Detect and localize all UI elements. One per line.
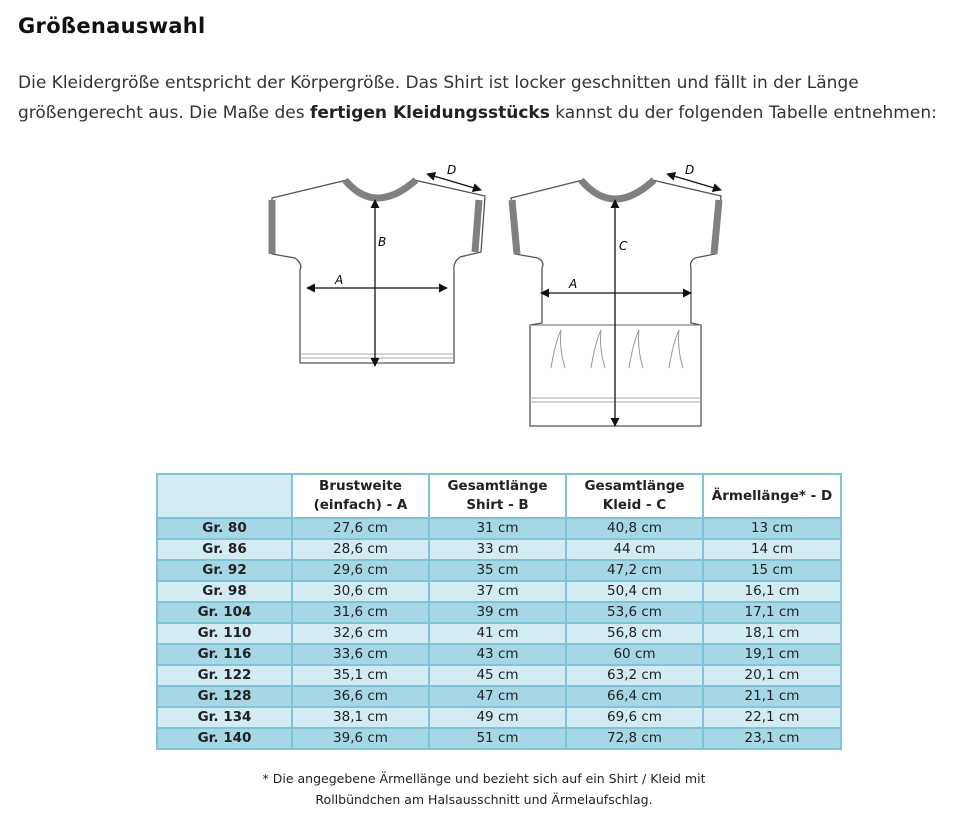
measurement-cell: 18,1 cm [703, 623, 841, 644]
measurement-cell: 15 cm [703, 560, 841, 581]
intro-text-2: kannst du der folgenden Tabelle entnehmen: [549, 103, 937, 123]
measurement-cell: 33,6 cm [292, 644, 429, 665]
size-label-cell: Gr. 122 [157, 665, 292, 686]
table-row [157, 644, 841, 665]
size-label-cell: Gr. 134 [157, 707, 292, 728]
footnote-line-2: Rollbündchen am Halsausschnitt und Ärmelaufschlag. [315, 792, 653, 807]
measurement-cell: 60 cm [566, 644, 703, 665]
measurement-cell: 66,4 cm [566, 686, 703, 707]
measurement-cell: 44 cm [566, 539, 703, 560]
measurement-cell: 50,4 cm [566, 581, 703, 602]
table-row [157, 602, 841, 623]
footnote-line-1: * Die angegebene Ärmellänge und bezieht sich auf ein Shirt / Kleid mit [262, 771, 706, 786]
garment-diagram [255, 158, 735, 433]
measurement-cell: 23,1 cm [703, 728, 841, 749]
size-label-cell: Gr. 98 [157, 581, 292, 602]
table-body [157, 518, 841, 749]
table-row [157, 560, 841, 581]
shirt-label-d: D [447, 163, 457, 177]
shirt-label-a: A [335, 273, 344, 287]
intro-paragraph [18, 68, 948, 128]
measurement-cell: 35,1 cm [292, 665, 429, 686]
measurement-cell: 30,6 cm [292, 581, 429, 602]
measurement-cell: 33 cm [429, 539, 566, 560]
table-header-row [157, 474, 841, 518]
table-header-cell: Gesamtlänge Shirt - B [429, 474, 566, 518]
dress-label-d: D [685, 163, 695, 177]
measurement-cell: 72,8 cm [566, 728, 703, 749]
size-label-cell: Gr. 128 [157, 686, 292, 707]
measurement-cell: 32,6 cm [292, 623, 429, 644]
measurement-cell: 40,8 cm [566, 518, 703, 539]
measurement-cell: 20,1 cm [703, 665, 841, 686]
size-label-cell: Gr. 86 [157, 539, 292, 560]
measurement-cell: 53,6 cm [566, 602, 703, 623]
table-row [157, 623, 841, 644]
measurement-cell: 19,1 cm [703, 644, 841, 665]
measurement-cell: 28,6 cm [292, 539, 429, 560]
dress-label-c: C [619, 239, 628, 253]
measurement-cell: 45 cm [429, 665, 566, 686]
intro-text-1: Die Kleidergröße entspricht der Körpergröße. Das Shirt ist locker geschnitten und fällt in der Länge größengerecht aus. Die Maße des [18, 73, 859, 123]
table-header-cell: Gesamtlänge Kleid - C [566, 474, 703, 518]
size-label-cell: Gr. 80 [157, 518, 292, 539]
measurement-cell: 13 cm [703, 518, 841, 539]
table-header-cell: Brustweite (einfach) - A [292, 474, 429, 518]
size-label-cell: Gr. 116 [157, 644, 292, 665]
measurement-cell: 16,1 cm [703, 581, 841, 602]
table-row [157, 581, 841, 602]
table-header-cell: Ärmellänge* - D [703, 474, 841, 518]
table-row [157, 686, 841, 707]
measurement-cell: 29,6 cm [292, 560, 429, 581]
table-row [157, 728, 841, 749]
measurement-cell: 63,2 cm [566, 665, 703, 686]
measurement-cell: 39,6 cm [292, 728, 429, 749]
measurement-cell: 56,8 cm [566, 623, 703, 644]
table-row [157, 665, 841, 686]
measurement-cell: 37 cm [429, 581, 566, 602]
table-header-empty [157, 474, 292, 518]
size-label-cell: Gr. 140 [157, 728, 292, 749]
table-row [157, 707, 841, 728]
shirt-label-b: B [378, 235, 387, 249]
measurement-cell: 41 cm [429, 623, 566, 644]
measurement-cell: 43 cm [429, 644, 566, 665]
measurement-cell: 47 cm [429, 686, 566, 707]
size-label-cell: Gr. 104 [157, 602, 292, 623]
measurement-cell: 69,6 cm [566, 707, 703, 728]
measurement-cell: 51 cm [429, 728, 566, 749]
table-row [157, 518, 841, 539]
measurement-cell: 35 cm [429, 560, 566, 581]
dress-label-a: A [569, 277, 578, 291]
page-title: Größenauswahl [18, 14, 206, 38]
shirt-drawing [272, 163, 485, 366]
size-label-cell: Gr. 110 [157, 623, 292, 644]
measurement-cell: 38,1 cm [292, 707, 429, 728]
dress-drawing [511, 163, 721, 426]
measurement-cell: 31,6 cm [292, 602, 429, 623]
measurement-cell: 36,6 cm [292, 686, 429, 707]
measurement-cell: 17,1 cm [703, 602, 841, 623]
size-table [156, 473, 842, 750]
measurement-cell: 22,1 cm [703, 707, 841, 728]
measurement-cell: 39 cm [429, 602, 566, 623]
measurement-cell: 47,2 cm [566, 560, 703, 581]
measurement-cell: 49 cm [429, 707, 566, 728]
measurement-cell: 31 cm [429, 518, 566, 539]
measurement-cell: 14 cm [703, 539, 841, 560]
measurement-cell: 27,6 cm [292, 518, 429, 539]
table-row [157, 539, 841, 560]
measurement-cell: 21,1 cm [703, 686, 841, 707]
size-label-cell: Gr. 92 [157, 560, 292, 581]
intro-text-bold: fertigen Kleidungsstücks [309, 103, 550, 123]
